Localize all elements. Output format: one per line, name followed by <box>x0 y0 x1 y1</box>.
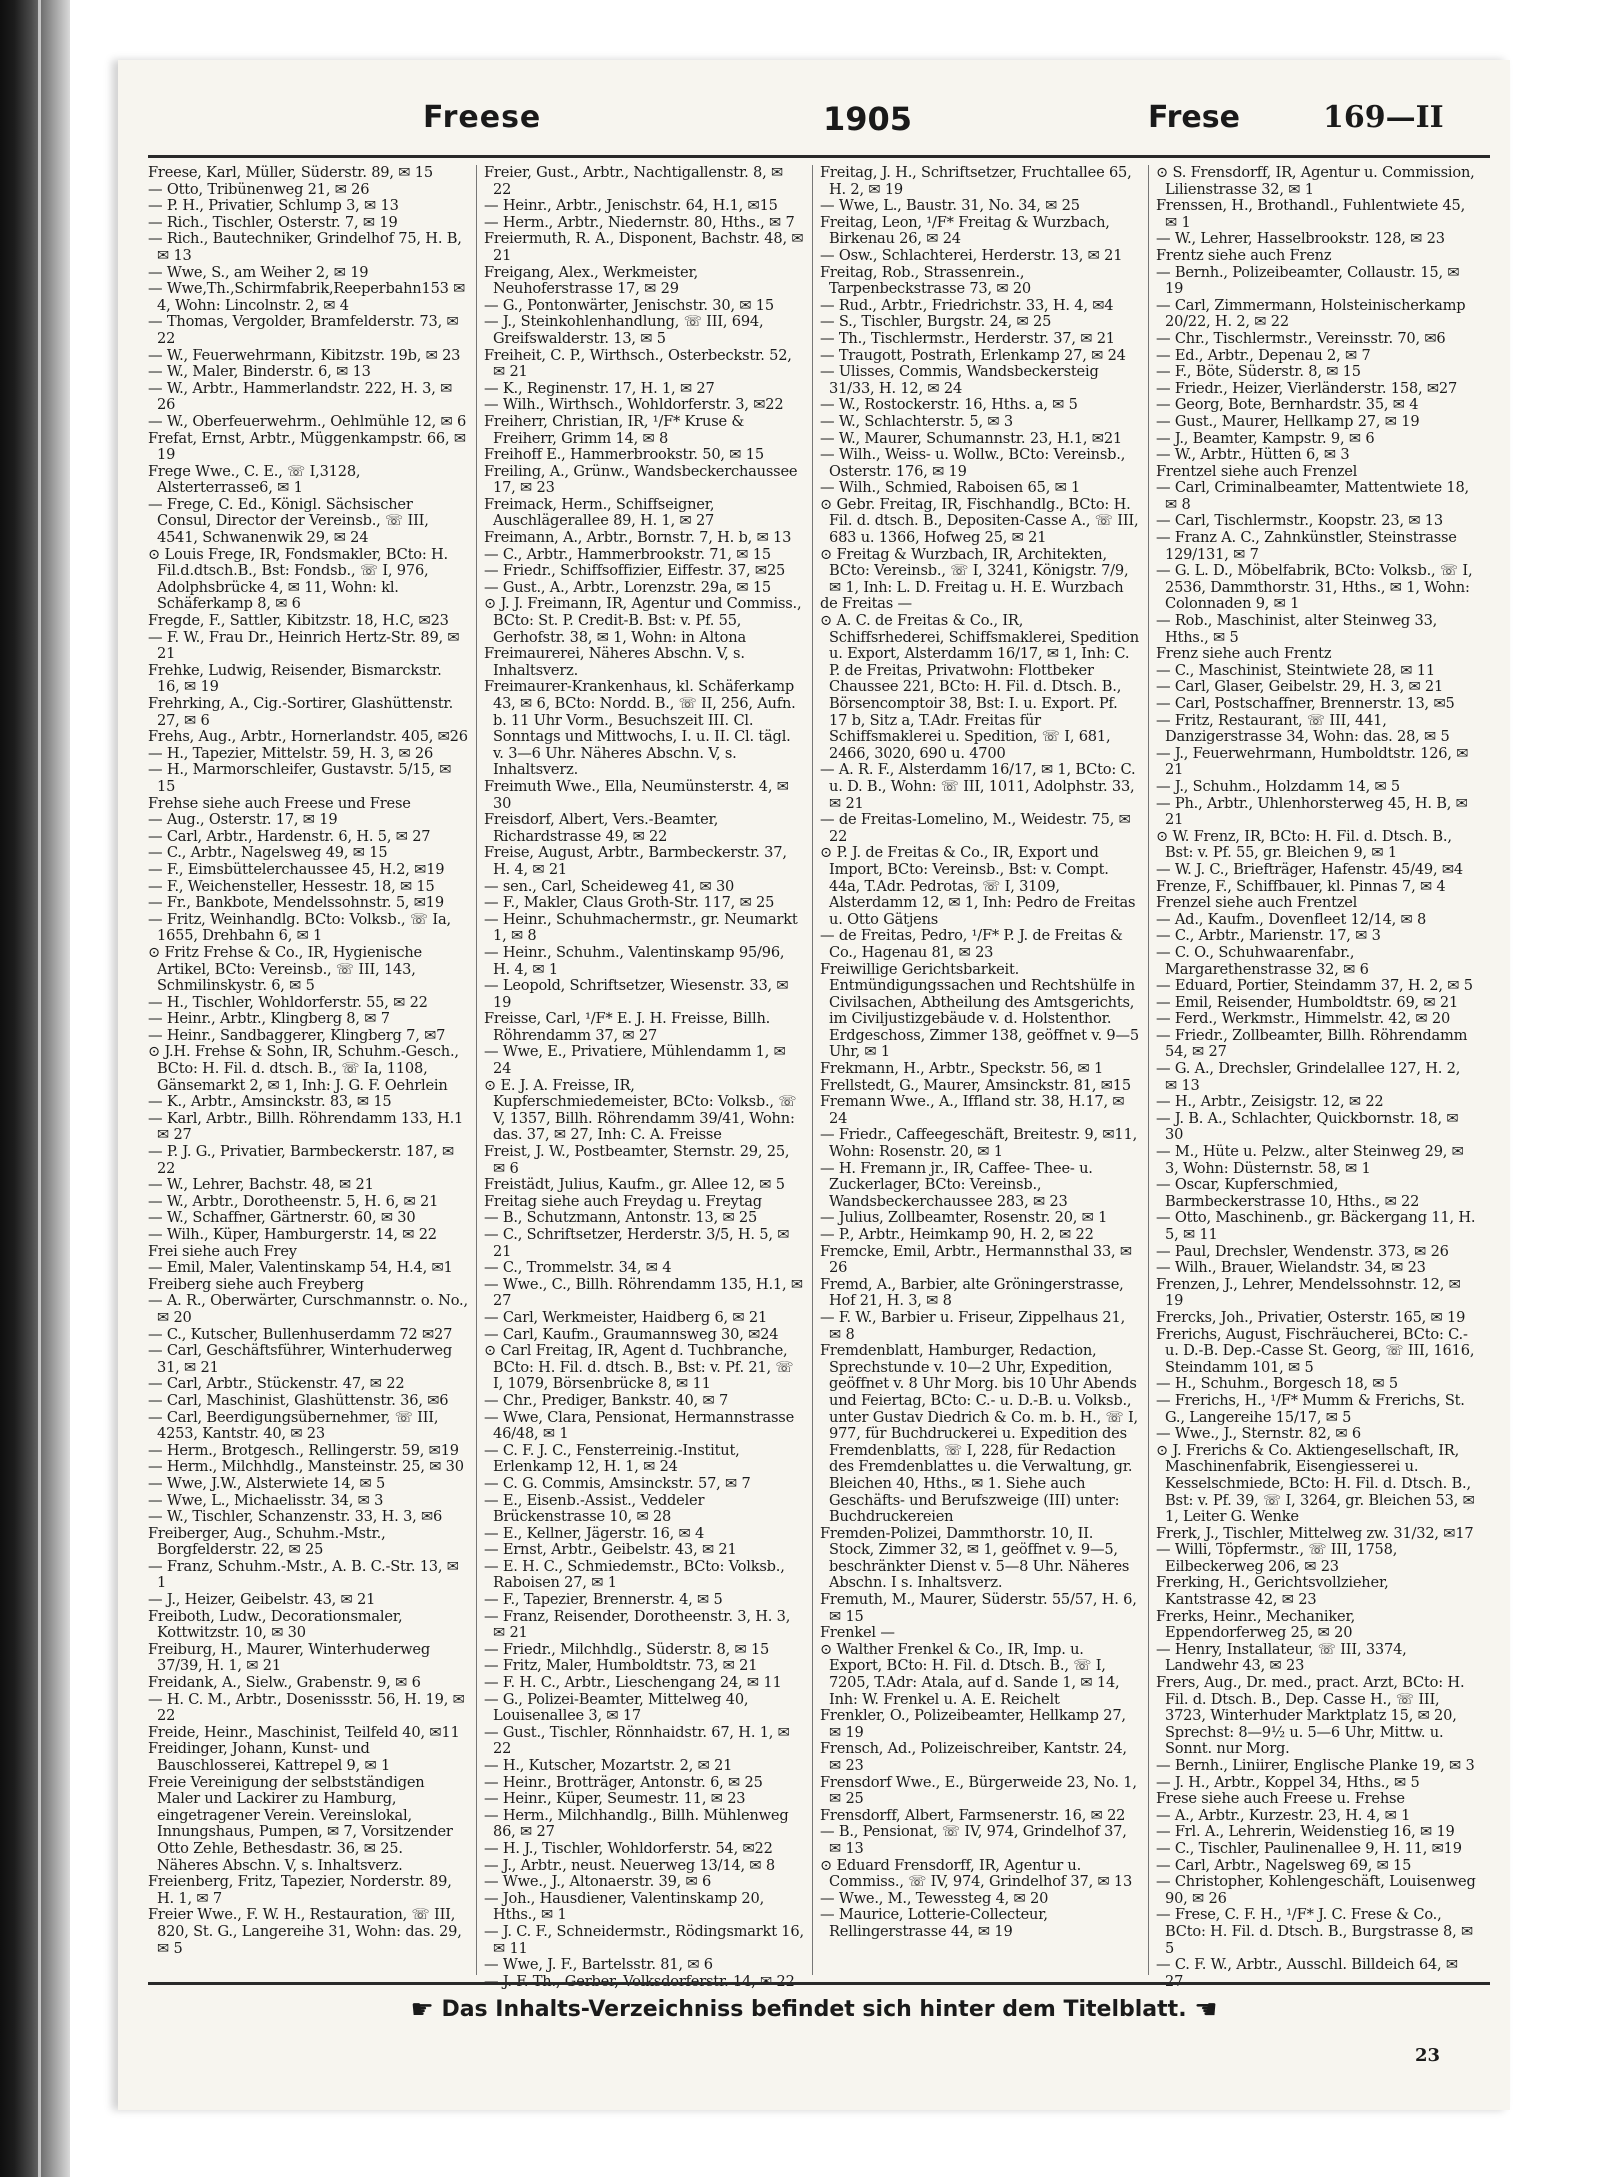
directory-entry: Freimaurerei, Näheres Abschn. V, s. Inhaltsverz. <box>484 645 745 679</box>
directory-entry: Freisse, Carl, ¹/F* E. J. H. Freisse, Billh. Röhrendamm 37, ✉ 27 <box>484 1010 771 1044</box>
directory-entry: — Henry, Installateur, ☏ III, 3374, Landwehr 43, ✉ 23 <box>1156 1640 1407 1675</box>
directory-entry: — Chr., Tischlermstr., Vereinsstr. 70, ✉6 <box>1156 329 1446 347</box>
directory-entry: Frentz siehe auch Frenz <box>1156 246 1332 264</box>
directory-entry: — Paul, Drechsler, Wendenstr. 373, ✉ 26 <box>1156 1242 1449 1260</box>
column-1 <box>148 165 468 1975</box>
directory-entry: — de Freitas, Pedro, ¹/F* P. J. de Freitas & Co., Hagenau 81, ✉ 23 <box>820 927 1123 961</box>
binding-shadow <box>0 0 70 2177</box>
directory-entry: — Friedr., Zollbeamter, Billh. Röhrendamm 54, ✉ 27 <box>1156 1026 1468 1061</box>
directory-entry: — H., Schuhm., Borgesch 18, ✉ 5 <box>1156 1375 1398 1393</box>
directory-entry: — C., Schriftsetzer, Herderstr. 3/5, H. 5, ✉ 21 <box>484 1226 790 1260</box>
directory-entry: Frege Wwe., C. E., ☏ I,3128, Alsterterrasse6, ✉ 1 <box>148 462 361 497</box>
directory-entry: ⊙ J.H. Frehse & Sohn, IR, Schuhm.-Gesch., BCto: H. Fil. d. dtsch. B., ☏ Ia, 1108, Gänsemarkt 2, ✉ 1, Inh: J. G. F. Oehrlein <box>148 1043 459 1094</box>
directory-entry: — Wwe, J.W., Alsterwiete 14, ✉ 5 <box>148 1474 386 1492</box>
directory-entry: — W., Arbtr., Hütten 6, ✉ 3 <box>1156 446 1350 464</box>
column-divider <box>1148 165 1149 1975</box>
directory-entry: — Wwe., J., Sternstr. 82, ✉ 6 <box>1156 1425 1361 1443</box>
directory-entry: Frensdorff, Albert, Farmsenerstr. 16, ✉ 22 <box>820 1806 1126 1824</box>
directory-entry: — W. J. C., Briefträger, Hafenstr. 45/49, ✉4 <box>1156 860 1464 878</box>
directory-entry: — Bernh., Liniirer, Englische Planke 19, ✉ 3 <box>1156 1757 1475 1774</box>
directory-entry: — Frerichs, H., ¹/F* Mumm & Frerichs, St. G., Langereihe 15/17, ✉ 5 <box>1156 1391 1465 1426</box>
directory-entry: — W., Maurer, Schumannstr. 23, H.1, ✉21 <box>820 429 1122 447</box>
directory-entry: — K., Reginenstr. 17, H. 1, ✉ 27 <box>484 379 715 397</box>
directory-entry: — Carl, Zimmermann, Holsteinischerkamp 20/22, H. 2, ✉ 22 <box>1156 296 1466 331</box>
directory-entry: — Herm., Arbtr., Niedernstr. 80, Hths., ✉ 7 <box>484 213 795 231</box>
directory-entry: ⊙ E. J. A. Freisse, IR, Kupferschmiedemeister, BCto: Volksb., ☏ V, 1357, Billh. Röhrendamm 39/41, Wohn: das. 37, ✉ 27, Inh: C. A. Freisse <box>484 1076 797 1144</box>
directory-entry: Fremann Wwe., A., Iffland str. 38, H.17, ✉24 <box>820 1093 1125 1127</box>
directory-entry: — Heinr., Küper, Seumestr. 11, ✉ 23 <box>484 1790 746 1808</box>
page-header <box>148 100 1480 140</box>
columns-area <box>148 164 1476 1975</box>
directory-entry: Frercks, Joh., Privatier, Osterstr. 165, ✉ 19 <box>1156 1308 1466 1326</box>
directory-entry: — P. H., Privatier, Schlump 3, ✉ 13 <box>148 197 399 215</box>
directory-entry: — Ed., Arbtr., Depenau 2, ✉ 7 <box>1156 346 1371 364</box>
directory-entry: — H., Tapezier, Mittelstr. 59, H. 3, ✉ 26 <box>148 744 434 762</box>
directory-entry: — Rob., Maschinist, alter Steinweg 33, Hths., ✉ 5 <box>1156 612 1438 646</box>
directory-entry: — G., Polizei-Beamter, Mittelweg 40, Louisenallee 3, ✉ 17 <box>484 1690 749 1725</box>
directory-entry: — F., Tapezier, Brennerstr. 4, ✉ 5 <box>484 1591 723 1609</box>
directory-entry: — Friedr., Milchhdlg., Süderstr. 8, ✉ 15 <box>484 1640 770 1658</box>
directory-entry: Freier, Gust., Arbtr., Nachtigallenstr. 8, ✉ 22 <box>484 164 784 198</box>
column-divider <box>476 165 477 1975</box>
footer-note <box>118 1995 1510 2025</box>
directory-entry: — C., Arbtr., Hammerbrookstr. 71, ✉ 15 <box>484 545 771 563</box>
directory-entry: — Heinr., Arbtr., Klingberg 8, ✉ 7 <box>148 1010 390 1028</box>
directory-entry: — Osw., Schlachterei, Herderstr. 13, ✉ 21 <box>820 246 1123 264</box>
directory-entry: — P. J. G., Privatier, Barmbeckerstr. 187, ✉ 22 <box>148 1143 455 1177</box>
directory-entry: — Carl, Geschäftsführer, Winterhuderweg 31, ✉ 21 <box>148 1342 453 1376</box>
directory-entry: — J. C. F., Schneidermstr., Rödingsmarkt 16, ✉ 11 <box>484 1922 804 1957</box>
directory-entry: Frensdorf Wwe., E., Bürgerweide 23, No. 1, ✉ 25 <box>820 1773 1137 1808</box>
directory-entry: — W., Arbtr., Dorotheenstr. 5, H. 6, ✉ 21 <box>148 1192 439 1210</box>
directory-entry: — Franz, Reisender, Dorotheenstr. 3, H. 3, ✉ 21 <box>484 1607 791 1642</box>
directory-entry: — A., Arbtr., Kurzestr. 23, H. 4, ✉ 1 <box>1156 1806 1411 1824</box>
directory-entry: — Wwe,Th.,Schirmfabrik,Reeperbahn153 ✉ 4, Wohn: Lincolnstr. 2, ✉ 4 <box>148 280 466 314</box>
directory-entry: — Fritz, Restaurant, ☏ III, 441, Danzigerstrasse 34, Wohn: das. 28, ✉ 5 <box>1156 711 1450 746</box>
directory-entry: — W., Maler, Binderstr. 6, ✉ 13 <box>148 363 371 381</box>
directory-entry: — B., Schutzmann, Antonstr. 13, ✉ 25 <box>484 1209 758 1227</box>
directory-entry: — F., Eimsbüttelerchaussee 45, H.2, ✉19 <box>148 860 445 878</box>
directory-entry: Frehke, Ludwig, Reisender, Bismarckstr. 16, ✉ 19 <box>148 661 442 696</box>
directory-entry: Freiherr, Christian, IR, ¹/F* Kruse & Freiherr, Grimm 14, ✉ 8 <box>484 412 745 447</box>
directory-entry: Freitag, J. H., Schriftsetzer, Fruchtallee 65, H. 2, ✉ 19 <box>820 164 1132 198</box>
directory-entry: — W., Oberfeuerwehrm., Oehlmühle 12, ✉ 6 <box>148 412 467 430</box>
directory-entry: — Wilh., Brauer, Wielandstr. 34, ✉ 23 <box>1156 1259 1426 1277</box>
directory-entry: — F. H. C., Arbtr., Lieschengang 24, ✉ 11 <box>484 1674 782 1692</box>
directory-entry: ⊙ Louis Frege, IR, Fondsmakler, BCto: H. Fil.d.dtsch.B., Bst: Fondsb., ☏ I, 976, Adolphsbrücke 4, ✉ 11, Wohn: kl. Schäferkamp 8, ✉ 6 <box>148 545 448 613</box>
directory-entry: — E., Kellner, Jägerstr. 16, ✉ 4 <box>484 1524 705 1542</box>
directory-entry: Freihoff E., Hammerbrookstr. 50, ✉ 15 <box>484 446 764 464</box>
directory-entry: Freidank, A., Sielw., Grabenstr. 9, ✉ 6 <box>148 1674 421 1692</box>
directory-page <box>118 60 1510 2110</box>
directory-entry: — Karl, Arbtr., Billh. Röhrendamm 133, H.1 ✉ 27 <box>148 1109 464 1144</box>
directory-entry: — P., Arbtr., Heimkamp 90, H. 2, ✉ 22 <box>820 1226 1094 1243</box>
footer-text: Das Inhalts-Verzeichniss befindet sich hinter dem Titelblatt. <box>441 1997 1187 2022</box>
directory-entry: — C., Kutscher, Bullenhuserdamm 72 ✉27 <box>148 1325 453 1343</box>
directory-entry: — K., Arbtr., Amsinckstr. 83, ✉ 15 <box>148 1093 392 1111</box>
directory-entry: Freie Vereinigung der selbstständigen Maler und Lackirer zu Hamburg, eingetragener Verein. Vereinslokal, Innungshaus, Pumpen, ✉ 7, Vorsitzender Otto Zehle, Bethesdastr. 36, ✉ 25. Näheres Abschn. V, s. Inhaltsverz. <box>148 1773 453 1874</box>
directory-entry: Frehrking, A., Cig.-Sortirer, Glashüttenstr. 27, ✉ 6 <box>148 695 454 729</box>
directory-entry: — W., Lehrer, Bachstr. 48, ✉ 21 <box>148 1176 374 1194</box>
directory-entry: — Heinr., Sandbaggerer, Klingberg 7, ✉7 <box>148 1026 446 1044</box>
directory-entry: — Franz, Schuhm.-Mstr., A. B. C.-Str. 13, ✉ 1 <box>148 1557 459 1592</box>
directory-entry: Frerking, H., Gerichtsvollzieher, Kantstrasse 42, ✉ 23 <box>1156 1574 1389 1609</box>
directory-entry: — Ad., Kaufm., Dovenfleet 12/14, ✉ 8 <box>1156 910 1427 928</box>
directory-entry: ⊙ Carl Freitag, IR, Agent d. Tuchbranche, BCto: H. Fil. d. dtsch. B., Bst: v. Pf. 21, ☏ I, 1079, Börsenbrücke 8, ✉ 11 <box>484 1342 794 1393</box>
directory-entry: Freiburg, H., Maurer, Winterhuderweg 37/39, H. 1, ✉ 21 <box>148 1640 431 1675</box>
directory-entry: Frensch, Ad., Polizeischreiber, Kantstr. 24, ✉ 23 <box>820 1740 1127 1774</box>
directory-entry: — Fritz, Maler, Humboldtstr. 73, ✉ 21 <box>484 1657 758 1675</box>
directory-entry: — Rich., Bautechniker, Grindelhof 75, H. B, ✉ 13 <box>148 230 462 264</box>
header-page-number: 169—II <box>1323 100 1444 135</box>
directory-entry: — Herm., Milchhandlg., Billh. Mühlenweg 86, ✉ 27 <box>484 1806 789 1841</box>
directory-entry: — Bernh., Polizeibeamter, Collaustr. 15, ✉ 19 <box>1156 263 1460 298</box>
directory-entry: — Carl, Glaser, Geibelstr. 29, H. 3, ✉ 21 <box>1156 678 1444 696</box>
directory-entry: — J., Beamter, Kampstr. 9, ✉ 6 <box>1156 429 1375 447</box>
directory-entry: — S., Tischler, Burgstr. 24, ✉ 25 <box>820 313 1052 331</box>
directory-entry: — E., Eisenb.-Assist., Veddeler Brückenstrasse 10, ✉ 28 <box>484 1491 705 1526</box>
directory-entry: — G. A., Drechsler, Grindelallee 127, H. 2, ✉ 13 <box>1156 1060 1461 1094</box>
header-rule <box>148 155 1490 158</box>
header-year: 1905 <box>823 100 913 138</box>
directory-entry: Frenssen, H., Brothandl., Fuhlentwiete 45, ✉ 1 <box>1156 197 1466 231</box>
directory-entry: — Herm., Brotgesch., Rellingerstr. 59, ✉19 <box>148 1441 459 1459</box>
directory-entry: — Friedr., Schiffsoffizier, Eiffestr. 37, ✉25 <box>484 562 786 580</box>
directory-entry: — Aug., Osterstr. 17, ✉ 19 <box>148 811 338 829</box>
directory-entry: — de Freitas-Lomelino, M., Weidestr. 75, ✉ 22 <box>820 811 1131 845</box>
directory-entry: — Gust., A., Arbtr., Lorenzstr. 29a, ✉ 15 <box>484 578 771 596</box>
directory-entry: — Ph., Arbtr., Uhlenhorsterweg 45, H. B, ✉ 21 <box>1156 794 1468 829</box>
directory-entry: — J., Schuhm., Holzdamm 14, ✉ 5 <box>1156 777 1401 795</box>
directory-entry: — F. W., Barbier u. Friseur, Zippelhaus 21, ✉ 8 <box>820 1308 1126 1343</box>
directory-entry: — Franz A. C., Zahnkünstler, Steinstrasse 129/131, ✉ 7 <box>1156 529 1457 563</box>
directory-entry: — W., Schaffner, Gärtnerstr. 60, ✉ 30 <box>148 1209 416 1227</box>
directory-entry: — Friedr., Heizer, Vierländerstr. 158, ✉27 <box>1156 379 1458 397</box>
directory-entry: — Wwe., M., Tewessteg 4, ✉ 20 <box>820 1889 1049 1907</box>
directory-entry: — Emil, Maler, Valentinskamp 54, H.4, ✉1 <box>148 1259 453 1277</box>
directory-entry: — Traugott, Postrath, Erlenkamp 27, ✉ 24 <box>820 346 1126 364</box>
directory-entry: Frei siehe auch Frey <box>148 1242 297 1260</box>
directory-entry: Frers, Aug., Dr. med., pract. Arzt, BCto: H. Fil. d. Dtsch. B., Dep. Casse H., ☏ III, 3723, Winterhuder Marktplatz 15, ✉ 20, Sprechst: 8—9½ u. 5—6 Uhr, Mittw. u. Sonnt. nur Morg. <box>1156 1674 1465 1758</box>
directory-entry: Freide, Heinr., Maschinist, Teilfeld 40, ✉11 <box>148 1723 460 1741</box>
directory-entry: — Eduard, Portier, Steindamm 37, H. 2, ✉ 5 <box>1156 977 1473 995</box>
pointing-hand-icon: ☛ <box>410 1995 434 2025</box>
directory-entry: Freienberg, Fritz, Tapezier, Norderstr. 89, H. 1, ✉ 7 <box>148 1873 452 1907</box>
directory-entry: Frenze, F., Schiffbauer, kl. Pinnas 7, ✉ 4 <box>1156 877 1446 895</box>
directory-entry: Freise, August, Arbtr., Barmbeckerstr. 37, H. 4, ✉ 21 <box>484 844 787 878</box>
directory-entry: — J., Feuerwehrmann, Humboldtstr. 126, ✉ 21 <box>1156 744 1469 779</box>
directory-entry: — Carl, Kaufm., Graumannsweg 30, ✉24 <box>484 1325 779 1343</box>
directory-entry: ⊙ Walther Frenkel & Co., IR, Imp. u. Export, BCto: H. Fil. d. Dtsch. B., ☏ I, 7205, T.Adr: Atala, auf d. Sande 1, ✉ 14, Inh: W. Frenkel u. A. E. Reichelt <box>820 1640 1120 1708</box>
directory-entry: ⊙ Fritz Frehse & Co., IR, Hygienische Artikel, BCto: Vereinsb., ☏ III, 143, Schmilinskystr. 6, ✉ 5 <box>148 943 422 995</box>
directory-entry: — J., Arbtr., neust. Neuerweg 13/14, ✉ 8 <box>484 1856 775 1874</box>
directory-entry: — Heinr., Schuhmachermstr., gr. Neumarkt 1, ✉ 8 <box>484 910 798 945</box>
directory-entry: Frentzel siehe auch Frenzel <box>1156 462 1358 480</box>
directory-entry: Freiberg siehe auch Freyberg <box>148 1275 364 1293</box>
directory-entry: — Rud., Arbtr., Friedrichstr. 33, H. 4, ✉4 <box>820 296 1114 314</box>
directory-entry: — G. L. D., Möbelfabrik, BCto: Volksb., ☏ I, 2536, Dammthorstr. 31, Hths., ✉ 1, Wohn: Colonnaden 9, ✉ 1 <box>1156 562 1473 613</box>
directory-entry: Freitag, Rob., Strassenrein., Tarpenbeckstrasse 73, ✉ 20 <box>820 263 1032 298</box>
column-3 <box>820 165 1140 1975</box>
directory-entry: — C., Trommelstr. 34, ✉ 4 <box>484 1259 672 1277</box>
directory-entry: — Ernst, Arbtr., Geibelstr. 43, ✉ 21 <box>484 1541 737 1559</box>
directory-entry: — Fr., Bankbote, Mendelssohnstr. 5, ✉19 <box>148 894 444 912</box>
directory-entry: Frenkel — <box>820 1624 895 1642</box>
directory-entry: — C., Arbtr., Marienstr. 17, ✉ 3 <box>1156 927 1381 945</box>
directory-entry: — C., Maschinist, Steintwiete 28, ✉ 11 <box>1156 661 1435 679</box>
directory-entry: Freitag, Leon, ¹/F* Freitag & Wurzbach, Birkenau 26, ✉ 24 <box>820 213 1110 248</box>
directory-entry: — Rich., Tischler, Osterstr. 7, ✉ 19 <box>148 213 398 231</box>
directory-entry: — W., Rostockerstr. 16, Hths. a, ✉ 5 <box>820 396 1078 414</box>
directory-entry: — Frese, C. F. H., ¹/F* J. C. Frese & Co., BCto: H. Fil. d. Dtsch. B., Burgstrasse 8, ✉ 5 <box>1156 1906 1473 1957</box>
column-divider <box>812 165 813 1975</box>
directory-entry: — A. R., Oberwärter, Curschmannstr. o. No., ✉ 20 <box>148 1292 468 1326</box>
directory-entry: ⊙ Eduard Frensdorff, IR, Agentur u. Commiss., ☏ IV, 974, Grindelhof 37, ✉ 13 <box>820 1856 1133 1891</box>
directory-entry: — Wwe, Clara, Pensionat, Hermannstrasse 46/48, ✉ 1 <box>484 1408 795 1443</box>
directory-entry: Freese, Karl, Müller, Süderstr. 89, ✉ 15 <box>148 164 433 181</box>
directory-entry: — Wwe, L., Michaelisstr. 34, ✉ 3 <box>148 1491 384 1509</box>
directory-entry: — Friedr., Caffeegeschäft, Breitestr. 9, ✉11, Wohn: Rosenstr. 20, ✉ 1 <box>820 1126 1138 1161</box>
directory-entry: — Christopher, Kohlengeschäft, Louisenweg 90, ✉ 26 <box>1156 1873 1476 1907</box>
directory-entry: Freiheit, C. P., Wirthsch., Osterbeckstr. 52, ✉ 21 <box>484 346 792 381</box>
directory-entry: — sen., Carl, Scheideweg 41, ✉ 30 <box>484 877 735 895</box>
directory-entry: — C., Arbtr., Nagelsweg 49, ✉ 15 <box>148 844 388 862</box>
directory-entry: — J., Steinkohlenhandlung, ☏ III, 694, Greifswalderstr. 13, ✉ 5 <box>484 313 764 347</box>
directory-entry: — F. W., Frau Dr., Heinrich Hertz-Str. 89, ✉ 21 <box>148 628 460 663</box>
directory-entry: — Carl, Arbtr., Stückenstr. 47, ✉ 22 <box>148 1375 405 1393</box>
directory-entry: — J., Heizer, Geibelstr. 43, ✉ 21 <box>148 1591 376 1609</box>
directory-entry: Frerichs, August, Fischräucherei, BCto: C.- u. D.-B. Dep.-Casse St. Georg, ☏ III, 1616, Steindamm 101, ✉ 5 <box>1156 1325 1475 1376</box>
directory-entry: Frerk, J., Tischler, Mittelweg zw. 31/32, ✉17 <box>1156 1524 1474 1542</box>
directory-entry: — F., Makler, Claus Groth-Str. 117, ✉ 25 <box>484 894 775 912</box>
directory-entry: — Oscar, Kupferschmied, Barmbeckerstrasse 10, Hths., ✉ 22 <box>1156 1176 1420 1210</box>
directory-entry: — Carl, Arbtr., Hardenstr. 6, H. 5, ✉ 27 <box>148 827 431 845</box>
directory-entry: — C. G. Commis, Amsinckstr. 57, ✉ 7 <box>484 1474 751 1492</box>
directory-entry: — G., Pontonwärter, Jenischstr. 30, ✉ 15 <box>484 296 774 314</box>
directory-entry: Freimaurer-Krankenhaus, kl. Schäferkamp 43, ✉ 6, BCto: Nordd. B., ☏ II, 256, Aufn. b. 11 Uhr Vorm., Besuchszeit III. Cl. Sonntags und Mittwochs, I. u. II. Cl. tägl. v. 3—6 Uhr. Näheres Abschn. V, s. Inhaltsverz. <box>484 678 796 779</box>
directory-entry: — Fritz, Weinhandlg. BCto: Volksb., ☏ Ia, 1655, Drehbahn 6, ✉ 1 <box>148 910 451 945</box>
directory-entry: Freimann, A., Arbtr., Bornstr. 7, H. b, ✉ 13 <box>484 529 792 547</box>
directory-entry: — Wilh., Wirthsch., Wohldorferstr. 3, ✉22 <box>484 396 784 414</box>
directory-entry: — E. H. C., Schmiedemstr., BCto: Volksb., Raboisen 27, ✉ 1 <box>484 1557 785 1592</box>
directory-entry: ⊙ J. J. Freimann, IR, Agentur und Commiss., BCto: St. P. Credit-B. Bst: v. Pf. 55, Gerhofstr. 38, ✉ 1, Wohn: in Altona <box>484 595 802 646</box>
directory-entry: Freimuth Wwe., Ella, Neumünsterstr. 4, ✉30 <box>484 777 789 812</box>
directory-entry: — Emil, Reisender, Humboldtstr. 69, ✉ 21 <box>1156 993 1459 1011</box>
directory-entry: Frefat, Ernst, Arbtr., Müggenkampstr. 66, ✉ 19 <box>148 429 466 464</box>
directory-entry: — Willi, Töpfermstr., ☏ III, 1758, Eilbeckerweg 206, ✉ 23 <box>1156 1541 1398 1575</box>
directory-entry: — H., Kutscher, Mozartstr. 2, ✉ 21 <box>484 1757 733 1774</box>
directory-entry: Freidinger, Johann, Kunst- und Bauschlosserei, Kattrepel 9, ✉ 1 <box>148 1740 391 1774</box>
directory-entry: — Julius, Zollbeamter, Rosenstr. 20, ✉ 1 <box>820 1209 1108 1227</box>
directory-entry: — Heinr., Arbtr., Jenischstr. 64, H.1, ✉15 <box>484 197 778 215</box>
directory-entry: — F., Weichensteller, Hessestr. 18, ✉ 15 <box>148 877 435 895</box>
directory-entry: — Thomas, Vergolder, Bramfelderstr. 73, ✉ 22 <box>148 313 459 347</box>
directory-entry: Fremden-Polizei, Dammthorstr. 10, II. Stock, Zimmer 32, ✉ 1, geöffnet v. 9—5, beschränkter Dienst v. 5—8 Uhr. Näheres Abschn. I s. Inhaltsverz. <box>820 1524 1130 1592</box>
directory-entry: Frenzen, J., Lehrer, Mendelssohnstr. 12, ✉ 19 <box>1156 1275 1461 1310</box>
directory-entry: — W., Arbtr., Hammerlandstr. 222, H. 3, ✉ 26 <box>148 379 453 414</box>
directory-entry: Frenz siehe auch Frentz <box>1156 645 1332 663</box>
directory-entry: Freiwillige Gerichtsbarkeit. Entmündigungssachen und Rechtshülfe in Civilsachen, Abtheilung des Amtsgerichts, im Civiljustizgebäude v. d. Holstenthor. Erdgeschoss, Zimmer 138, geöffnet v. 9—5 Uhr, ✉ 1 <box>820 960 1139 1061</box>
directory-entry: ⊙ A. C. de Freitas & Co., IR, Schiffsrhederei, Schiffsmaklerei, Spedition u. Export, Alsterdamm 16/17, ✉ 1, Inh: C. P. de Freitas, Privatwohn: Flottbeker Chaussee 221, BCto: H. Fil. d. Dtsch. B., Börsencomptoir 38, Bst: I. u. Export. Pf. 17 b, Sitz a, T.Adr. Freitas für Schiffsmaklerei u. Spedition, ☏ I, 681, 2466, 3020, 690 u. 4700 <box>820 612 1139 762</box>
directory-entry: — W., Feuerwehrmann, Kibitzstr. 19b, ✉ 23 <box>148 346 461 364</box>
directory-entry: — C. F. J. C., Fensterreinig.-Institut, Erlenkamp 12, H. 1, ✉ 24 <box>484 1441 740 1476</box>
directory-entry: — Carl, Beerdigungsübernehmer, ☏ III, 4253, Kantstr. 40, ✉ 23 <box>148 1408 439 1443</box>
directory-entry: — Carl, Maschinist, Glashüttenstr. 36, ✉6 <box>148 1391 449 1409</box>
directory-entry: — J. H., Arbtr., Koppel 34, Hths., ✉ 5 <box>1156 1773 1420 1791</box>
directory-entry: — Ferd., Werkmstr., Himmelstr. 42, ✉ 20 <box>1156 1010 1451 1028</box>
directory-entry: Freigang, Alex., Werkmeister, Neuhoferstrasse 17, ✉ 29 <box>484 263 699 298</box>
directory-entry: Frenzel siehe auch Frentzel <box>1156 894 1358 912</box>
directory-entry: Freist, J. W., Postbeamter, Sternstr. 29, 25, ✉ 6 <box>484 1143 790 1177</box>
directory-entry: — Wwe., C., Billh. Röhrendamm 135, H.1, ✉ 27 <box>484 1275 803 1310</box>
directory-entry: — Gust., Maurer, Hellkamp 27, ✉ 19 <box>1156 412 1420 430</box>
directory-entry: Freiberger, Aug., Schuhm.-Mstr., Borgfelderstr. 22, ✉ 25 <box>148 1524 386 1559</box>
directory-entry: — Carl, Criminalbeamter, Mattentwiete 18, ✉ 8 <box>1156 479 1469 513</box>
directory-entry: Fremdenblatt, Hamburger, Redaction, Sprechstunde v. 10—2 Uhr, Expedition, geöffnet v. 8 Uhr Morg. bis 10 Uhr Abends und Feiertag, BCto: C.- u. D.-B. u. Volksb., unter Gustav Diedrich & Co. m. b. H., ☏ I, 977, für Buchdruckerei u. Expedition des Fremdenblatts, ☏ I, 228, für Redaction des Fremdenblattes u. die Verwaltung, gr. Bleichen 40, Hths., ✉ 1. Siehe auch Geschäfts- und Berufszweige (III) unter: Buchdruckereien <box>820 1342 1138 1526</box>
directory-entry: — Otto, Maschinenb., gr. Bäckergang 11, H. 5, ✉ 11 <box>1156 1209 1476 1243</box>
directory-entry: — Otto, Tribünenweg 21, ✉ 26 <box>148 180 370 198</box>
directory-entry: — Gust., Tischler, Rönnhaidstr. 67, H. 1, ✉ 22 <box>484 1723 790 1758</box>
directory-entry: — Ulisses, Commis, Wandsbeckersteig 31/33, H. 12, ✉ 24 <box>820 363 1099 397</box>
directory-entry: — Heinr., Schuhm., Valentinskamp 95/96, H. 4, ✉ 1 <box>484 943 785 978</box>
directory-entry: Freimack, Herm., Schiffseigner, Auschlägerallee 89, H. 1, ✉ 27 <box>484 495 715 530</box>
directory-entry: — M., Hüte u. Pelzw., alter Steinweg 29, ✉ 3, Wohn: Düsternstr. 58, ✉ 1 <box>1156 1143 1464 1177</box>
pointing-hand-icon: ☚ <box>1194 1995 1218 2025</box>
header-right-word: Frese <box>1148 100 1240 135</box>
directory-entry: Frenkler, O., Polizeibeamter, Hellkamp 27, ✉ 19 <box>820 1707 1126 1741</box>
column-2 <box>484 165 804 1975</box>
directory-entry: Fremcke, Emil, Arbtr., Hermannsthal 33, ✉ 26 <box>820 1242 1132 1277</box>
directory-entry: Frerks, Heinr., Mechaniker, Eppendorferweg 25, ✉ 20 <box>1156 1607 1356 1642</box>
directory-entry: — Frege, C. Ed., Königl. Sächsischer Consul, Director der Vereinsb., ☏ III, 4541, Schwanenwik 29, ✉ 24 <box>148 495 429 547</box>
directory-entry: — H. Fremann jr., IR, Caffee- Thee- u. Zuckerlager, BCto: Vereinsb., Wandsbeckerchaussee 283, ✉ 23 <box>820 1159 1093 1210</box>
directory-entry: ⊙ Freitag & Wurzbach, IR, Architekten, BCto: Vereinsb., ☏ I, 3241, Königstr. 7/9, ✉ 1, Inh: L. D. Freitag u. H. E. Wurzbach <box>820 545 1129 596</box>
directory-entry: — Carl, Postschaffner, Brennerstr. 13, ✉5 <box>1156 695 1455 712</box>
directory-entry: ⊙ P. J. de Freitas & Co., IR, Export und Import, BCto: Vereinsb., Bst: v. Compt. 44a, T.Adr. Pedrotas, ☏ I, 3109, Alsterdamm 12, ✉ 1, Inh: Pedro de Freitas u. Otto Gätjens <box>820 844 1136 928</box>
directory-entry: — C. O., Schuhwaarenfabr., Margarethenstrasse 32, ✉ 6 <box>1156 943 1369 978</box>
directory-entry: de Freitas — <box>820 595 912 613</box>
directory-entry: ⊙ S. Frensdorff, IR, Agentur u. Commission, Lilienstrasse 32, ✉ 1 <box>1156 164 1475 198</box>
directory-entry: — Joh., Hausdiener, Valentinskamp 20, Hths., ✉ 1 <box>484 1889 765 1924</box>
directory-entry: — Wilh., Küper, Hamburgerstr. 14, ✉ 22 <box>148 1226 437 1243</box>
directory-entry: — Heinr., Brotträger, Antonstr. 6, ✉ 25 <box>484 1773 763 1791</box>
directory-entry: Freisdorf, Albert, Vers.-Beamter, Richardstrasse 49, ✉ 22 <box>484 811 719 845</box>
directory-entry: Frese siehe auch Freese u. Frehse <box>1156 1790 1405 1808</box>
column-4 <box>1156 165 1476 1975</box>
directory-entry: — F., Böte, Süderstr. 8, ✉ 15 <box>1156 363 1361 381</box>
directory-entry: Frehse siehe auch Freese und Frese <box>148 794 411 812</box>
directory-entry: — W., Schlachterstr. 5, ✉ 3 <box>820 412 1013 430</box>
directory-entry: Freiling, A., Grünw., Wandsbeckerchaussee 17, ✉ 23 <box>484 462 798 497</box>
directory-entry: ⊙ J. Frerichs & Co. Aktiengesellschaft, IR, Maschinenfabrik, Eisengiesserei u. Kesselschmiede, BCto: H. Fil. d. Dtsch. B., Bst: v. Pf. 39, ☏ I, 3264, gr. Bleichen 53, ✉ 1, Leiter G. Wenke <box>1156 1441 1475 1526</box>
directory-entry: — H., Tischler, Wohldorferstr. 55, ✉ 22 <box>148 993 428 1011</box>
directory-entry: — W., Lehrer, Hasselbrookstr. 128, ✉ 23 <box>1156 230 1445 248</box>
footer-rule <box>148 1982 1490 1985</box>
directory-entry: — A. R. F., Alsterdamm 16/17, ✉ 1, BCto: C. u. D. B., Wohn: ☏ III, 1011, Adolphstr. 33, ✉ 21 <box>820 761 1136 812</box>
directory-entry: Freier Wwe., F. W. H., Restauration, ☏ III, 820, St. G., Langereihe 31, Wohn: das. 29, ✉ 5 <box>148 1906 462 1957</box>
directory-entry: — Wilh., Weiss- u. Wollw., BCto: Vereinsb., Osterstr. 176, ✉ 19 <box>820 446 1126 480</box>
directory-entry: — Wwe, E., Privatiere, Mühlendamm 1, ✉ 24 <box>484 1043 786 1078</box>
directory-entry: Frehs, Aug., Arbtr., Hornerlandstr. 405, ✉26 <box>148 728 468 746</box>
directory-entry: — H. C. M., Arbtr., Dosenissstr. 56, H. 19, ✉ 22 <box>148 1690 465 1725</box>
directory-entry: — H., Marmorschleifer, Gustavstr. 5/15, ✉ 15 <box>148 761 452 795</box>
directory-entry: — Leopold, Schriftsetzer, Wiesenstr. 33, ✉ 19 <box>484 977 789 1011</box>
directory-entry: Freitag siehe auch Freydag u. Freytag <box>484 1192 762 1210</box>
directory-entry: Fregde, F., Sattler, Kibitzstr. 18, H.C, ✉23 <box>148 612 449 630</box>
directory-entry: ⊙ Gebr. Freitag, IR, Fischhandlg., BCto: H. Fil. d. dtsch. B., Depositen-Casse A., ☏ III, 683 u. 1366, Hofweg 25, ✉ 21 <box>820 495 1139 547</box>
directory-entry: — H., Arbtr., Zeisigstr. 12, ✉ 22 <box>1156 1093 1384 1111</box>
directory-entry: Fremd, A., Barbier, alte Gröningerstrasse, Hof 21, H. 3, ✉ 8 <box>820 1275 1124 1310</box>
directory-entry: — J. B. A., Schlachter, Quickbornstr. 18, ✉ 30 <box>1156 1109 1459 1144</box>
directory-entry: — Carl, Tischlermstr., Koopstr. 23, ✉ 13 <box>1156 512 1443 530</box>
directory-entry: — Wwe, L., Baustr. 31, No. 34, ✉ 25 <box>820 197 1080 215</box>
header-left-word: Freese <box>423 100 542 135</box>
directory-entry: — W., Tischler, Schanzenstr. 33, H. 3, ✉6 <box>148 1508 443 1526</box>
directory-entry: — B., Pensionat, ☏ IV, 974, Grindelhof 37, ✉ 13 <box>820 1823 1127 1857</box>
directory-entry: — Wwe, S., am Weiher 2, ✉ 19 <box>148 263 369 281</box>
directory-entry: — Wilh., Schmied, Raboisen 65, ✉ 1 <box>820 479 1081 497</box>
directory-entry: — Carl, Arbtr., Nagelsweg 69, ✉ 15 <box>1156 1856 1412 1874</box>
directory-entry: — Th., Tischlermstr., Herderstr. 37, ✉ 21 <box>820 329 1115 347</box>
directory-entry: — C., Tischler, Paulinenallee 9, H. 11, ✉19 <box>1156 1839 1462 1857</box>
directory-entry: Frekmann, H., Arbtr., Speckstr. 56, ✉ 1 <box>820 1060 1104 1078</box>
directory-entry: Freiboth, Ludw., Decorationsmaler, Kottwitzstr. 10, ✉ 30 <box>148 1607 403 1642</box>
directory-entry: — Herm., Milchhdlg., Mansteinstr. 25, ✉ 30 <box>148 1458 464 1476</box>
directory-entry: — Maurice, Lotterie-Collecteur, Rellingerstrasse 44, ✉ 19 <box>820 1906 1048 1940</box>
sheet-number: 23 <box>1414 2045 1440 2066</box>
directory-entry: — Georg, Bote, Bernhardstr. 35, ✉ 4 <box>1156 396 1419 414</box>
directory-entry: Freistädt, Julius, Kaufm., gr. Allee 12, ✉ 5 <box>484 1176 785 1194</box>
directory-entry: — Frl. A., Lehrerin, Weidenstieg 16, ✉ 19 <box>1156 1823 1455 1841</box>
directory-entry: ⊙ W. Frenz, IR, BCto: H. Fil. d. Dtsch. B., Bst: v. Pf. 55, gr. Bleichen 9, ✉ 1 <box>1156 827 1452 862</box>
directory-entry: — Wwe., J., Altonaerstr. 39, ✉ 6 <box>484 1873 712 1891</box>
directory-entry: — Chr., Prediger, Bankstr. 40, ✉ 7 <box>484 1391 729 1409</box>
directory-entry: — C. F. W., Arbtr., Ausschl. Billdeich 64, ✉ <box>1156 1956 1458 1974</box>
directory-entry: Frellstedt, G., Maurer, Amsinckstr. 81, ✉15 <box>820 1076 1131 1094</box>
directory-entry: Freiermuth, R. A., Disponent, Bachstr. 48, ✉ 21 <box>484 230 804 264</box>
directory-entry: — H. J., Tischler, Wohldorferstr. 54, ✉22 <box>484 1839 773 1857</box>
directory-entry: — Wwe, J. F., Bartelsstr. 81, ✉ 6 <box>484 1956 713 1974</box>
directory-entry: Fremuth, M., Maurer, Süderstr. 55/57, H. 6, ✉ 15 <box>820 1591 1137 1625</box>
directory-entry: — Carl, Werkmeister, Haidberg 6, ✉ 21 <box>484 1308 768 1326</box>
